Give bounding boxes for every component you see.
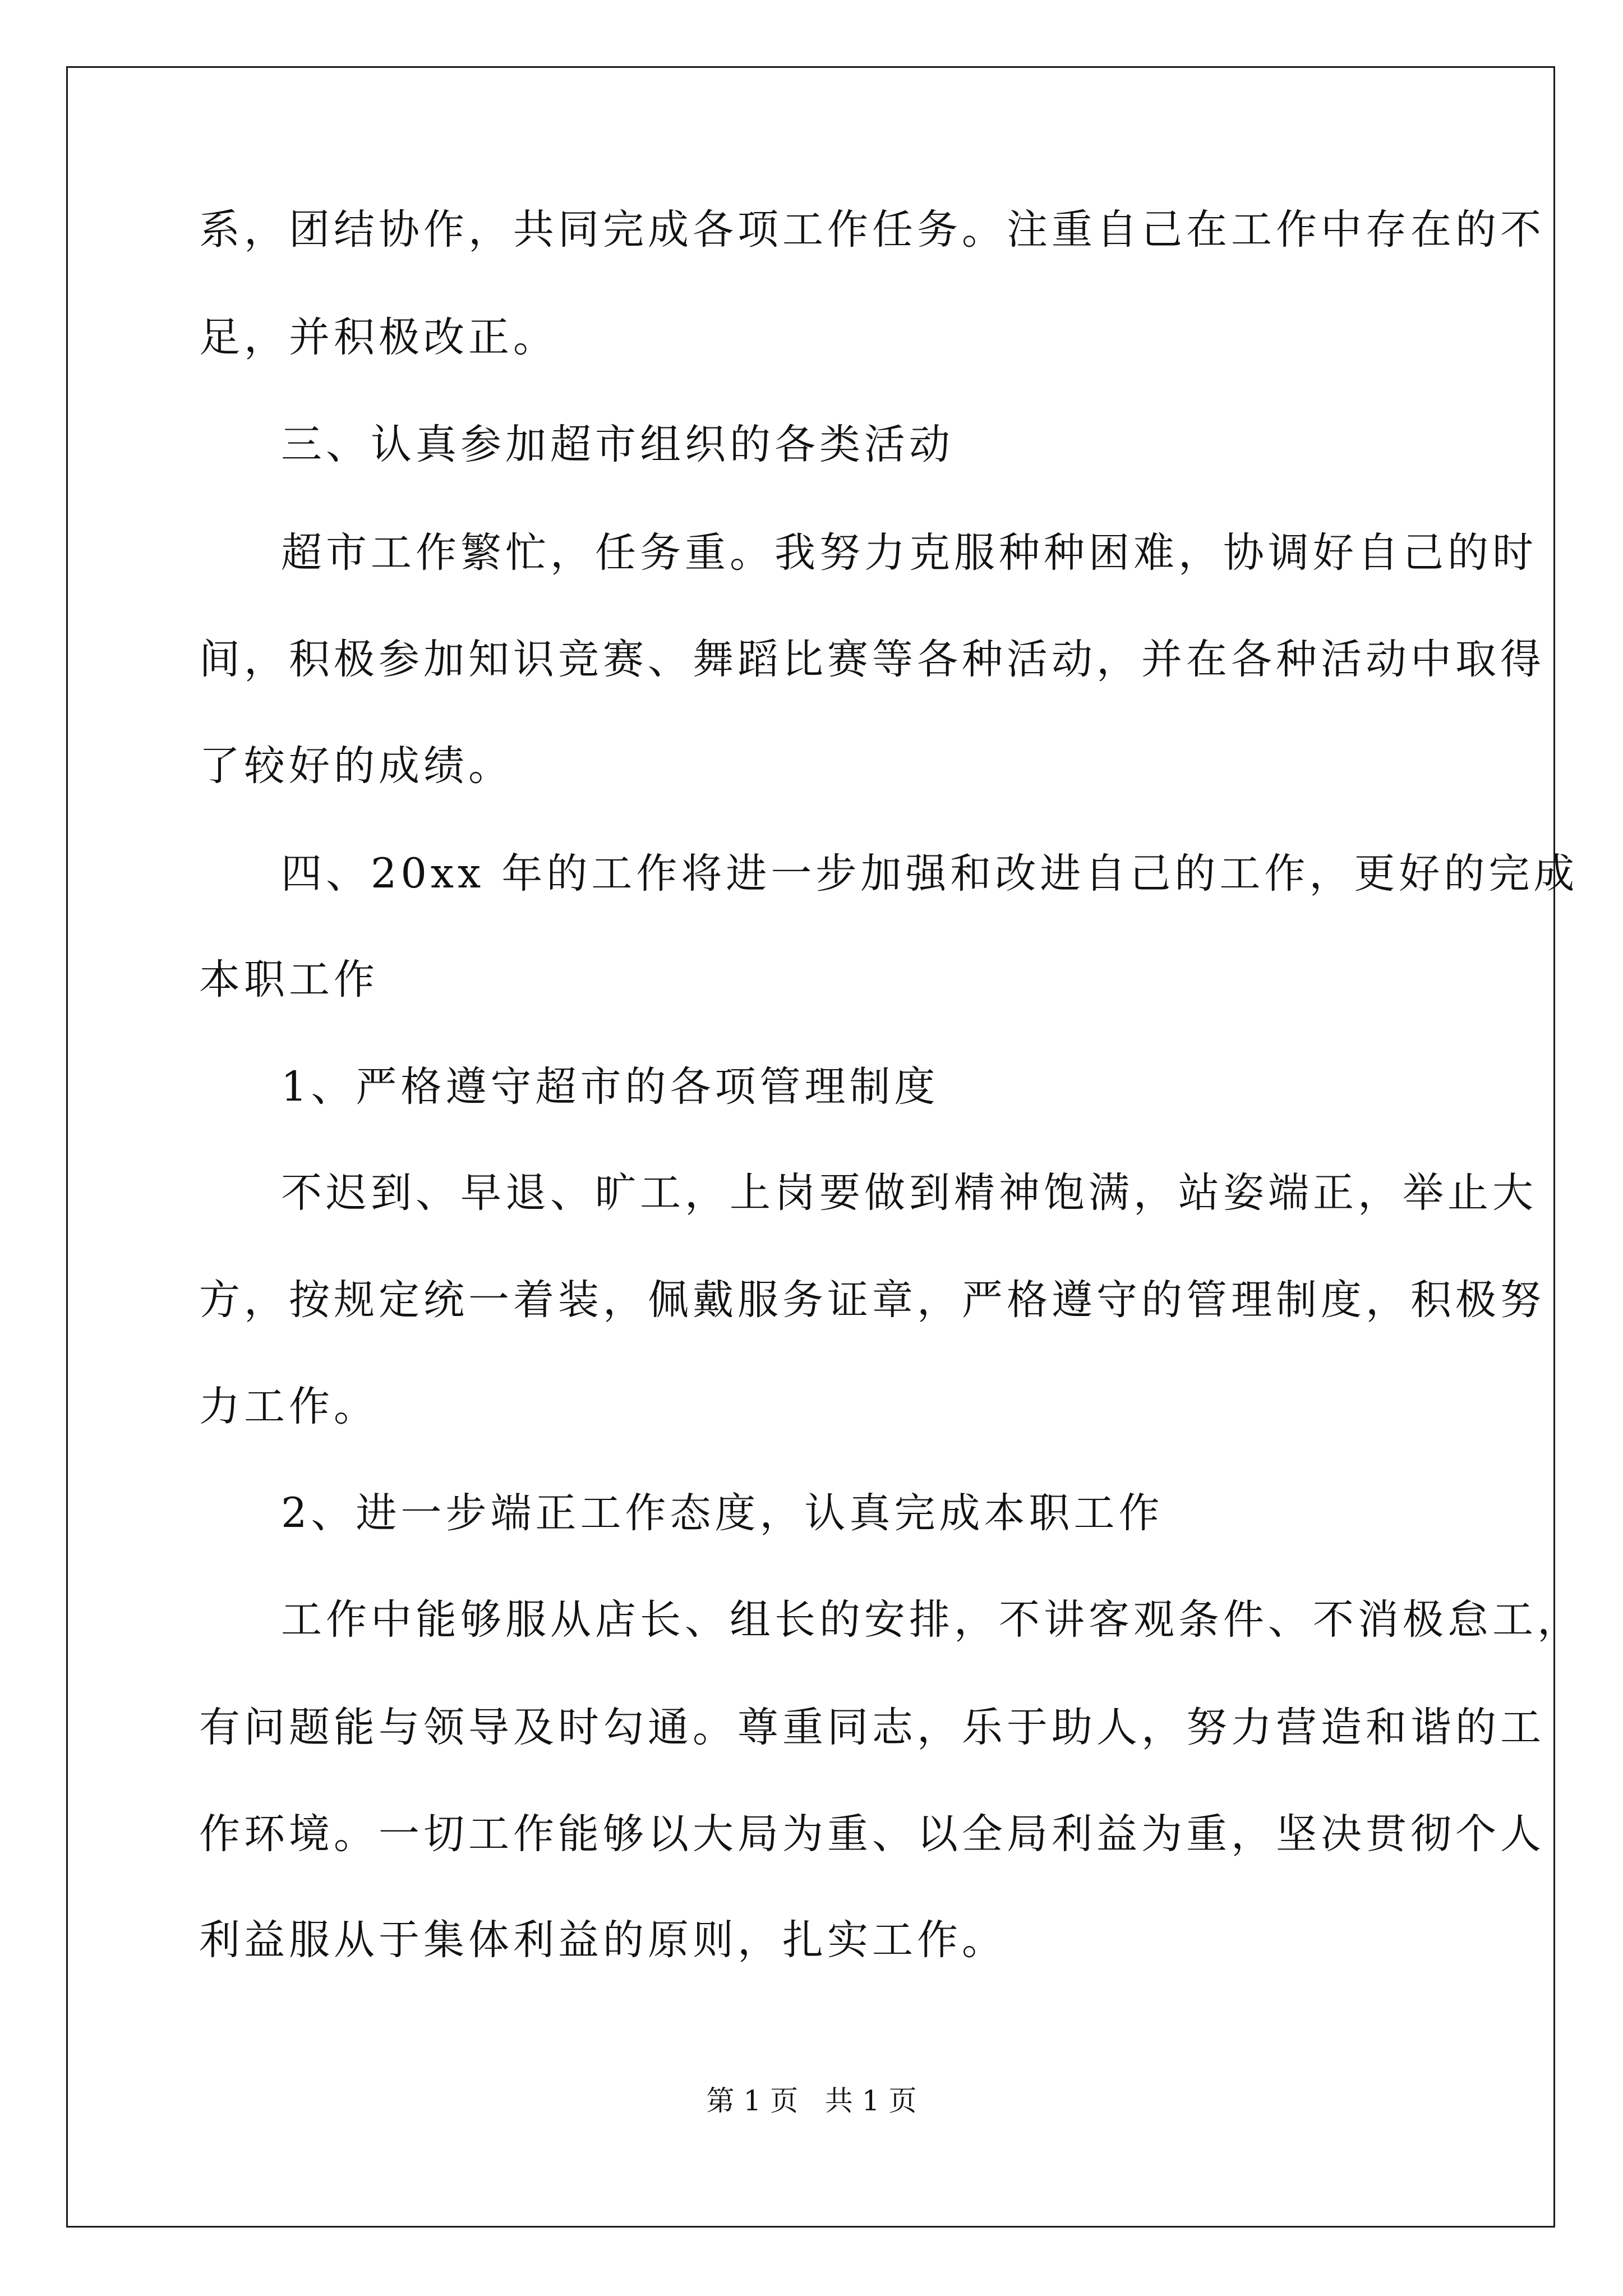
text-line: 系，团结协作，共同完成各项工作任务。注重自己在工作中存在的不	[199, 206, 1545, 254]
section-heading: 本职工作	[199, 956, 379, 1004]
text-line: 足，并积极改正。	[199, 314, 558, 361]
subsection-heading: 2、进一步端正工作态度，认真完成本职工作	[281, 1489, 1164, 1537]
page-footer	[0, 2081, 1623, 2120]
page-number: 第 1 页	[706, 2085, 799, 2117]
page-total: 共 1 页	[824, 2085, 917, 2117]
text-line: 作环境。一切工作能够以大局为重、以全局利益为重，坚决贯彻个人	[199, 1810, 1545, 1858]
text-line: 了较好的成绩。	[199, 742, 513, 790]
text-line: 超市工作繁忙，任务重。我努力克服种种困难，协调好自己的时	[281, 529, 1537, 577]
text-line: 力工作。	[199, 1383, 379, 1430]
text-line: 有问题能与领导及时勾通。尊重同志，乐于助人，努力营造和谐的工	[199, 1704, 1545, 1751]
section-heading: 三、认真参加超市组织的各类活动	[281, 421, 954, 468]
page-border	[66, 66, 1555, 2228]
section-heading: 四、20xx 年的工作将进一步加强和改进自己的工作，更好的完成	[281, 850, 1579, 898]
text-line: 工作中能够服从店长、组长的安排，不讲客观条件、不消极怠工，	[281, 1596, 1582, 1644]
subsection-heading: 1、严格遵守超市的各项管理制度	[281, 1063, 939, 1111]
text-line: 方，按规定统一着装，佩戴服务证章，严格遵守的管理制度，积极努	[199, 1276, 1545, 1324]
text-line: 利益服从于集体利益的原则，扎实工作。	[199, 1916, 1007, 1964]
text-line: 不迟到、早退、旷工，上岗要做到精神饱满，站姿端正，举止大	[281, 1169, 1537, 1217]
text-line: 间，积极参加知识竞赛、舞蹈比赛等各种活动，并在各种活动中取得	[199, 636, 1545, 683]
